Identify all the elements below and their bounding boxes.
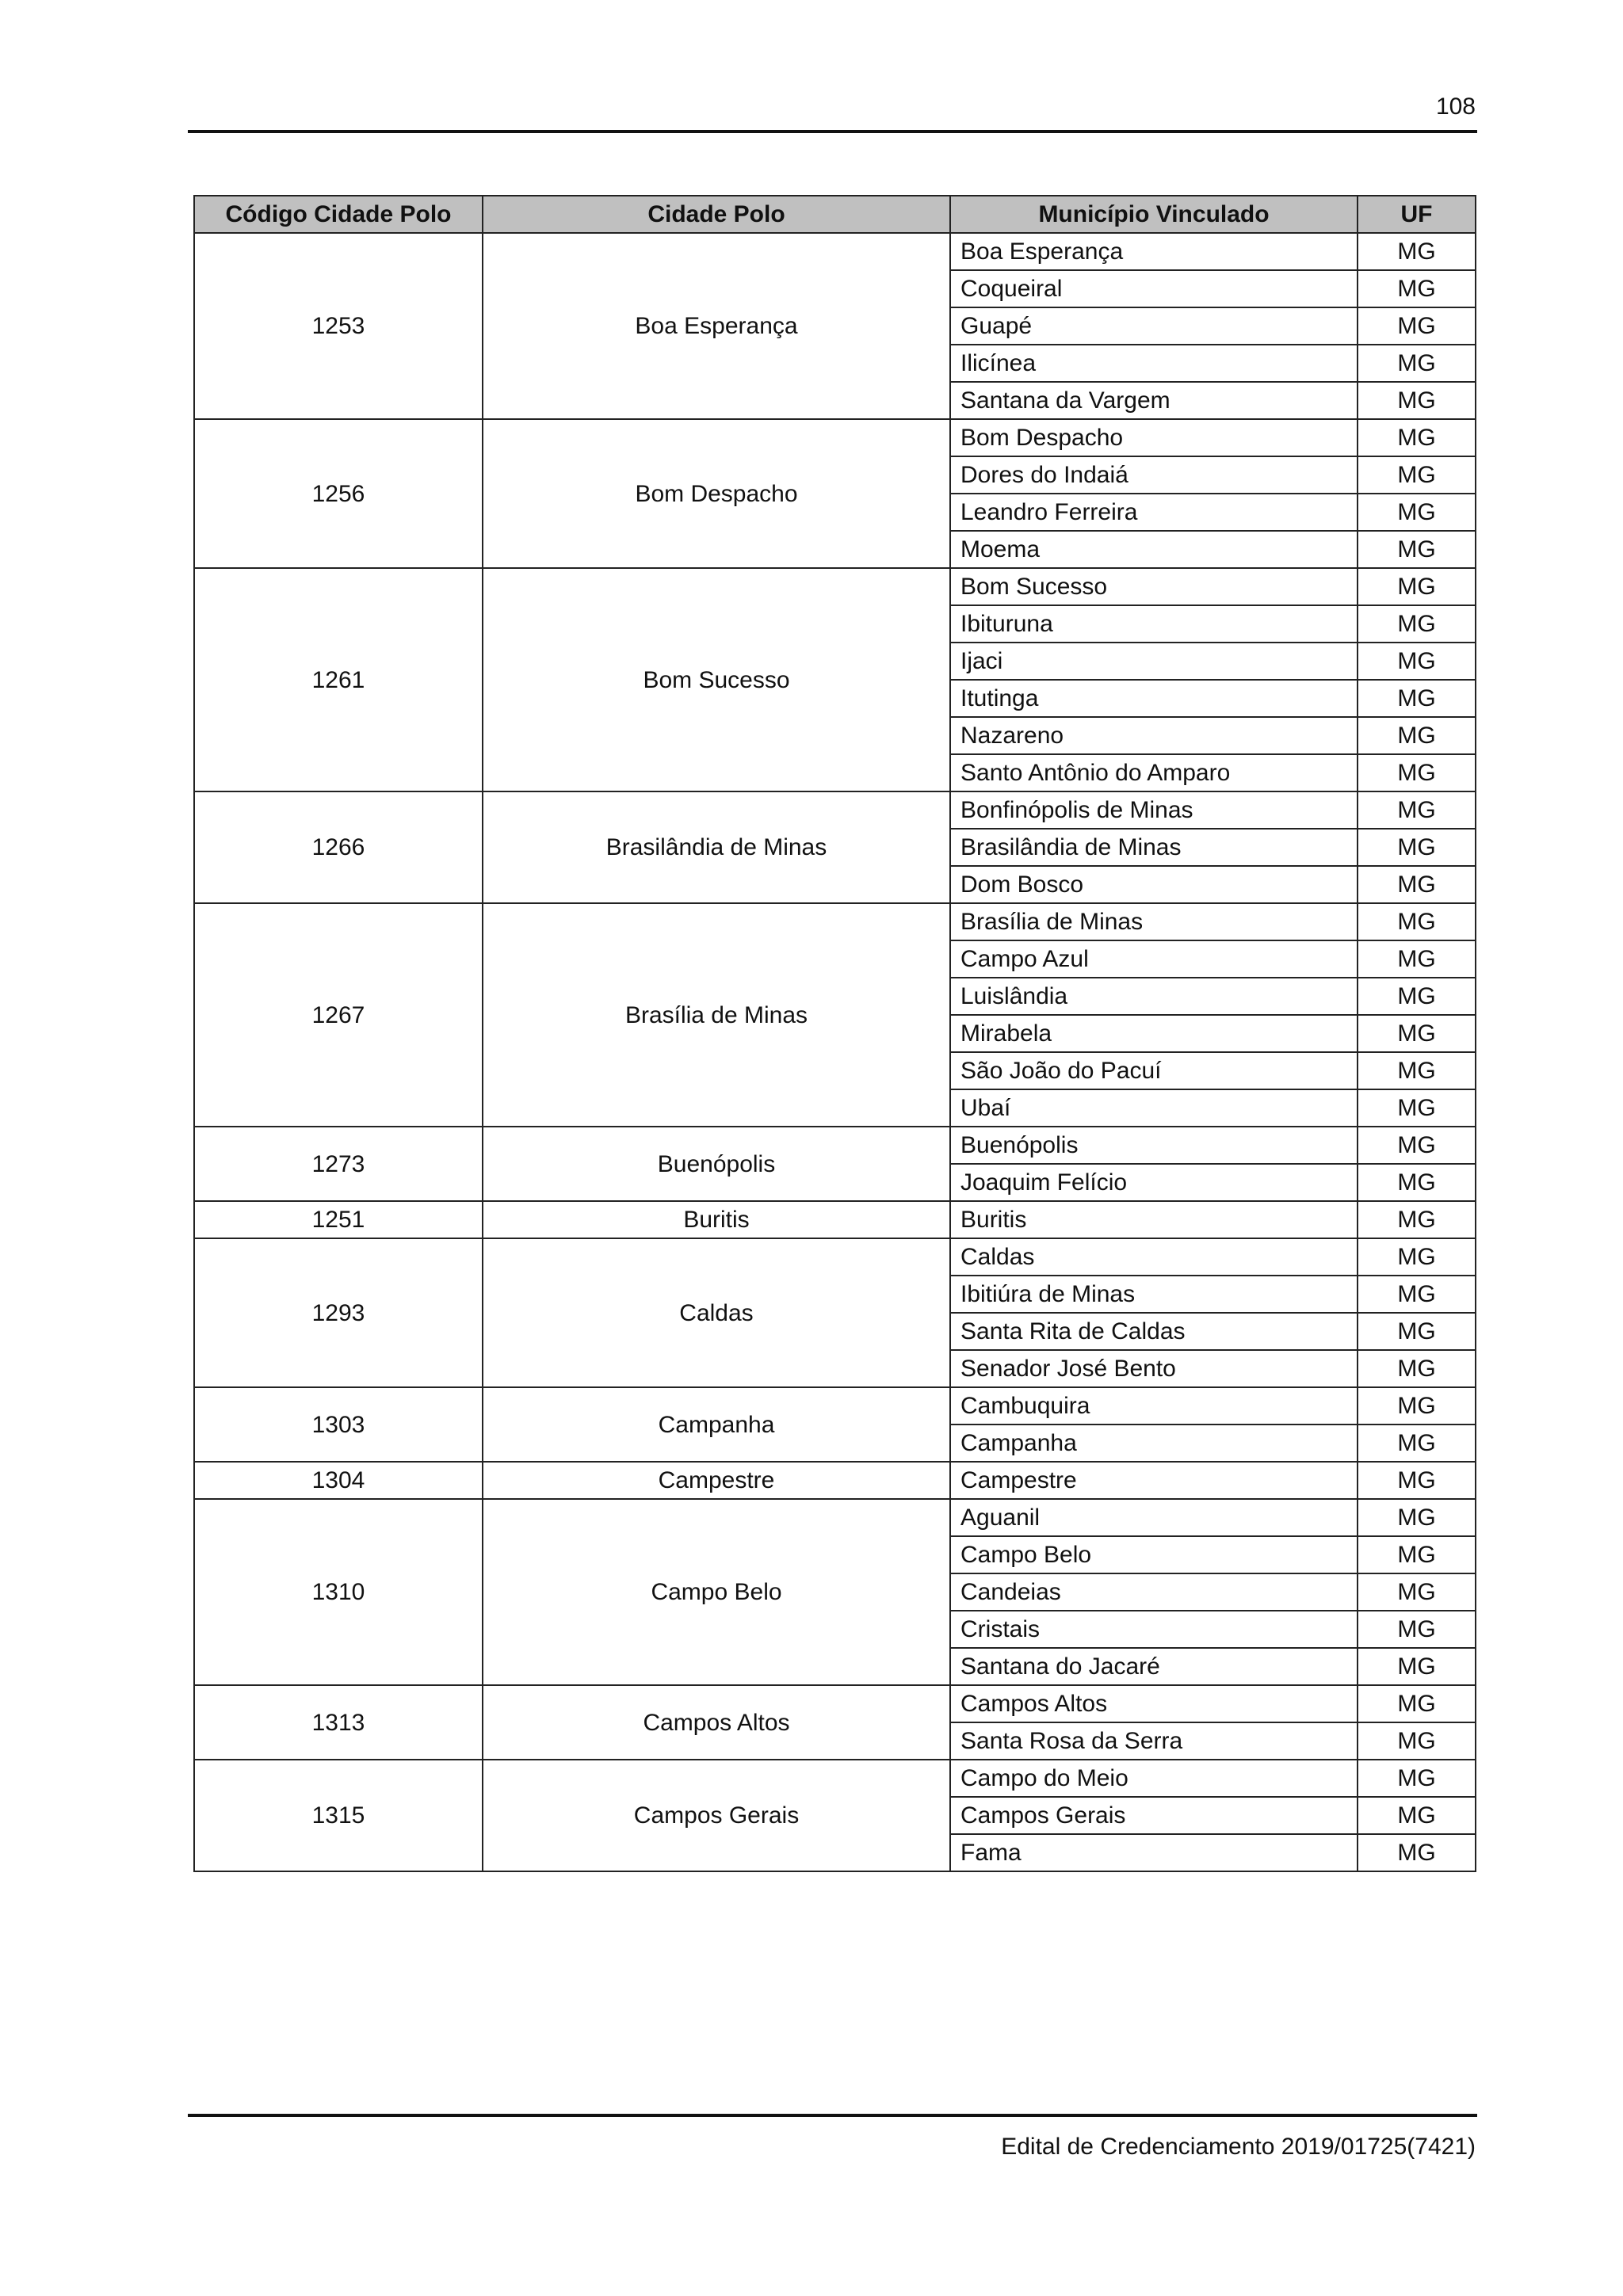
cell-municipio: Cambuquira: [950, 1387, 1358, 1425]
cell-uf: MG: [1358, 1760, 1476, 1797]
cell-municipio: Santa Rosa da Serra: [950, 1722, 1358, 1760]
cell-uf: MG: [1358, 717, 1476, 754]
cell-codigo: 1304: [194, 1462, 483, 1499]
cell-codigo: 1293: [194, 1238, 483, 1387]
header-codigo: Código Cidade Polo: [194, 196, 483, 233]
table-row: [194, 1760, 1476, 1797]
cell-uf: MG: [1358, 1834, 1476, 1871]
cell-codigo: 1256: [194, 419, 483, 568]
cell-uf: MG: [1358, 643, 1476, 680]
cell-uf: MG: [1358, 978, 1476, 1015]
cell-cidade-polo: Caldas: [483, 1238, 950, 1387]
cell-municipio: Ilicínea: [950, 345, 1358, 382]
cell-municipio: Ibitiúra de Minas: [950, 1276, 1358, 1313]
cell-uf: MG: [1358, 866, 1476, 903]
cell-municipio: Aguanil: [950, 1499, 1358, 1536]
cell-cidade-polo: Campanha: [483, 1387, 950, 1462]
cell-municipio: Dores do Indaiá: [950, 456, 1358, 494]
cell-uf: MG: [1358, 1648, 1476, 1685]
cell-uf: MG: [1358, 754, 1476, 791]
cell-municipio: Nazareno: [950, 717, 1358, 754]
cell-uf: MG: [1358, 1573, 1476, 1611]
cell-municipio: Bonfinópolis de Minas: [950, 791, 1358, 829]
table-row: [194, 1499, 1476, 1536]
cell-uf: MG: [1358, 307, 1476, 345]
cell-municipio: Santo Antônio do Amparo: [950, 754, 1358, 791]
table-row: [194, 568, 1476, 605]
cell-codigo: 1315: [194, 1760, 483, 1871]
cell-uf: MG: [1358, 1797, 1476, 1834]
cell-municipio: Coqueiral: [950, 270, 1358, 307]
cell-municipio: Guapé: [950, 307, 1358, 345]
cell-cidade-polo: Buritis: [483, 1201, 950, 1238]
page-number: 108: [1435, 93, 1476, 120]
cell-municipio: Ubaí: [950, 1089, 1358, 1127]
cell-municipio: Ijaci: [950, 643, 1358, 680]
cell-municipio: Campo Belo: [950, 1536, 1358, 1573]
cell-municipio: Caldas: [950, 1238, 1358, 1276]
cell-uf: MG: [1358, 345, 1476, 382]
cell-uf: MG: [1358, 494, 1476, 531]
cell-municipio: Brasília de Minas: [950, 903, 1358, 940]
cell-uf: MG: [1358, 791, 1476, 829]
cell-codigo: 1251: [194, 1201, 483, 1238]
header-cidade-polo: Cidade Polo: [483, 196, 950, 233]
table-row: [194, 1685, 1476, 1722]
cell-municipio: Buenópolis: [950, 1127, 1358, 1164]
cell-municipio: Campos Altos: [950, 1685, 1358, 1722]
cell-cidade-polo: Brasilândia de Minas: [483, 791, 950, 903]
cell-uf: MG: [1358, 1387, 1476, 1425]
cell-municipio: Santa Rita de Caldas: [950, 1313, 1358, 1350]
table-body: [194, 233, 1476, 1871]
cell-codigo: 1261: [194, 568, 483, 791]
table-row: [194, 1238, 1476, 1276]
cell-uf: MG: [1358, 456, 1476, 494]
header-municipio: Município Vinculado: [950, 196, 1358, 233]
cell-cidade-polo: Brasília de Minas: [483, 903, 950, 1127]
table-header: [194, 196, 1476, 233]
cell-municipio: Itutinga: [950, 680, 1358, 717]
cell-cidade-polo: Buenópolis: [483, 1127, 950, 1201]
cell-uf: MG: [1358, 1015, 1476, 1052]
cell-codigo: 1273: [194, 1127, 483, 1201]
cell-municipio: Moema: [950, 531, 1358, 568]
cell-uf: MG: [1358, 382, 1476, 419]
cell-uf: MG: [1358, 1313, 1476, 1350]
cell-cidade-polo: Bom Despacho: [483, 419, 950, 568]
footer-rule: [188, 2114, 1477, 2117]
cell-uf: MG: [1358, 1462, 1476, 1499]
cell-codigo: 1313: [194, 1685, 483, 1760]
cell-municipio: Dom Bosco: [950, 866, 1358, 903]
table-row: [194, 903, 1476, 940]
cell-municipio: Santana do Jacaré: [950, 1648, 1358, 1685]
cell-uf: MG: [1358, 233, 1476, 270]
cell-uf: MG: [1358, 680, 1476, 717]
cell-codigo: 1266: [194, 791, 483, 903]
cell-codigo: 1267: [194, 903, 483, 1127]
cell-codigo: 1253: [194, 233, 483, 419]
cell-municipio: Mirabela: [950, 1015, 1358, 1052]
cell-municipio: Buritis: [950, 1201, 1358, 1238]
header-uf: UF: [1358, 196, 1476, 233]
cell-municipio: Campanha: [950, 1425, 1358, 1462]
cell-municipio: Campestre: [950, 1462, 1358, 1499]
footer-text: Edital de Credenciamento 2019/01725(7421): [1001, 2134, 1476, 2160]
cell-uf: MG: [1358, 1052, 1476, 1089]
cell-municipio: Bom Despacho: [950, 419, 1358, 456]
cell-municipio: Campo do Meio: [950, 1760, 1358, 1797]
cell-municipio: Luislândia: [950, 978, 1358, 1015]
cell-uf: MG: [1358, 1201, 1476, 1238]
cell-uf: MG: [1358, 605, 1476, 643]
cell-codigo: 1303: [194, 1387, 483, 1462]
cell-municipio: Senador José Bento: [950, 1350, 1358, 1387]
cell-municipio: Fama: [950, 1834, 1358, 1871]
cell-municipio: Candeias: [950, 1573, 1358, 1611]
cell-municipio: Bom Sucesso: [950, 568, 1358, 605]
cell-uf: MG: [1358, 1276, 1476, 1313]
cell-uf: MG: [1358, 1425, 1476, 1462]
cell-codigo: 1310: [194, 1499, 483, 1685]
cell-municipio: Joaquim Felício: [950, 1164, 1358, 1201]
cell-uf: MG: [1358, 940, 1476, 978]
cell-cidade-polo: Bom Sucesso: [483, 568, 950, 791]
cell-uf: MG: [1358, 1536, 1476, 1573]
cell-uf: MG: [1358, 1499, 1476, 1536]
cell-municipio: Leandro Ferreira: [950, 494, 1358, 531]
table-row: [194, 1127, 1476, 1164]
cell-municipio: Ibituruna: [950, 605, 1358, 643]
cell-uf: MG: [1358, 568, 1476, 605]
cell-cidade-polo: Boa Esperança: [483, 233, 950, 419]
header-rule: [188, 130, 1477, 133]
cell-municipio: Santana da Vargem: [950, 382, 1358, 419]
cell-uf: MG: [1358, 1089, 1476, 1127]
table-row: [194, 419, 1476, 456]
cell-municipio: Brasilândia de Minas: [950, 829, 1358, 866]
table-row: [194, 233, 1476, 270]
cell-uf: MG: [1358, 419, 1476, 456]
table-row: [194, 1387, 1476, 1425]
cell-cidade-polo: Campos Gerais: [483, 1760, 950, 1871]
cell-uf: MG: [1358, 1685, 1476, 1722]
cell-municipio: Campos Gerais: [950, 1797, 1358, 1834]
cell-uf: MG: [1358, 1611, 1476, 1648]
cell-uf: MG: [1358, 829, 1476, 866]
cell-municipio: Boa Esperança: [950, 233, 1358, 270]
cell-uf: MG: [1358, 531, 1476, 568]
polo-table: [193, 195, 1476, 1872]
cell-municipio: Cristais: [950, 1611, 1358, 1648]
cell-cidade-polo: Campos Altos: [483, 1685, 950, 1760]
cell-uf: MG: [1358, 1722, 1476, 1760]
cell-cidade-polo: Campestre: [483, 1462, 950, 1499]
cell-uf: MG: [1358, 903, 1476, 940]
cell-municipio: Campo Azul: [950, 940, 1358, 978]
table-row: [194, 791, 1476, 829]
cell-cidade-polo: Campo Belo: [483, 1499, 950, 1685]
cell-uf: MG: [1358, 270, 1476, 307]
header-row: [194, 196, 1476, 233]
cell-uf: MG: [1358, 1350, 1476, 1387]
table-row: [194, 1462, 1476, 1499]
cell-uf: MG: [1358, 1164, 1476, 1201]
table-row: [194, 1201, 1476, 1238]
cell-municipio: São João do Pacuí: [950, 1052, 1358, 1089]
cell-uf: MG: [1358, 1127, 1476, 1164]
cell-uf: MG: [1358, 1238, 1476, 1276]
